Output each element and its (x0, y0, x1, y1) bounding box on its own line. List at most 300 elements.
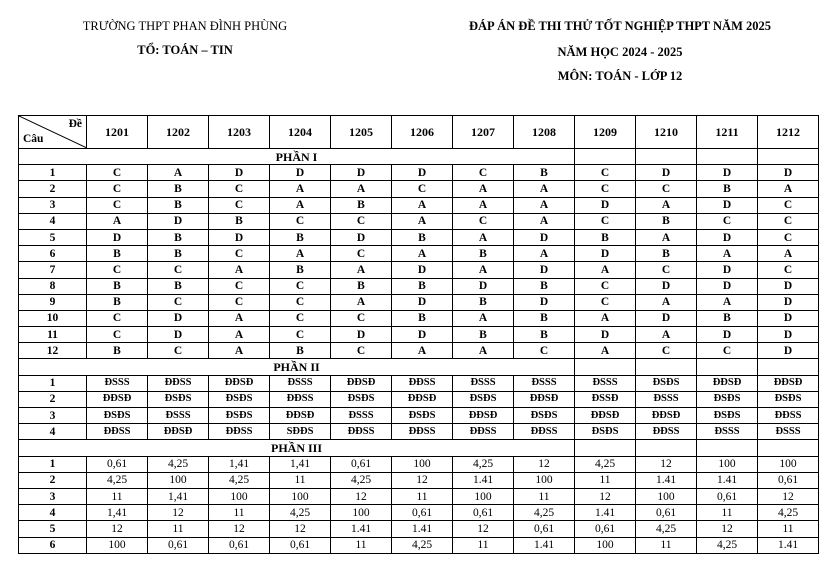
answer-key-table (18, 115, 819, 554)
answer-cell: B (636, 246, 697, 262)
answer-cell: B (87, 343, 148, 359)
answer-cell: B (453, 246, 514, 262)
answer-cell: A (209, 310, 270, 326)
answer-cell: B (514, 327, 575, 343)
answer-cell: ĐSĐS (331, 391, 392, 407)
question-number: 10 (19, 310, 87, 326)
answer-cell: ĐĐSS (87, 424, 148, 440)
answer-cell: D (697, 327, 758, 343)
question-number: 5 (19, 521, 87, 537)
answer-cell: ĐSĐS (697, 391, 758, 407)
answer-cell: B (392, 229, 453, 245)
answer-cell: 0,61 (148, 537, 209, 553)
answer-cell: 4,25 (270, 505, 331, 521)
answer-cell: B (270, 343, 331, 359)
answer-cell: D (514, 229, 575, 245)
answer-cell: D (636, 310, 697, 326)
header-row (19, 116, 819, 149)
answer-cell: ĐĐSĐ (758, 375, 819, 391)
answer-cell: 0,61 (575, 521, 636, 537)
answer-cell: ĐĐSĐ (209, 375, 270, 391)
exam-code-header: 1209 (575, 116, 636, 149)
answer-row (19, 197, 819, 213)
department-name: TỔ: TOÁN – TIN (137, 43, 233, 57)
empty-cell (575, 440, 636, 456)
question-number: 1 (19, 375, 87, 391)
answer-row (19, 165, 819, 181)
section-label: PHẦN I (19, 149, 575, 165)
answer-cell: A (331, 181, 392, 197)
answer-cell: A (209, 327, 270, 343)
answer-cell: 12 (453, 521, 514, 537)
corner-question-label: Câu (23, 133, 44, 145)
answer-cell: 12 (209, 521, 270, 537)
answer-cell: 11 (697, 505, 758, 521)
question-number: 3 (19, 488, 87, 504)
answer-cell: A (270, 197, 331, 213)
answer-cell: C (453, 213, 514, 229)
question-number: 1 (19, 165, 87, 181)
answer-cell: D (514, 262, 575, 278)
answer-cell: A (453, 229, 514, 245)
answer-cell: 0,61 (87, 456, 148, 472)
answer-cell: A (270, 181, 331, 197)
corner-exam-label: Đề (68, 118, 82, 130)
answer-cell: C (331, 343, 392, 359)
answer-cell: D (575, 246, 636, 262)
answer-cell: 4,25 (575, 456, 636, 472)
answer-cell: C (87, 262, 148, 278)
section-row (19, 149, 819, 165)
answer-cell: 12 (758, 488, 819, 504)
answer-cell: D (392, 262, 453, 278)
answer-cell: C (697, 213, 758, 229)
answer-cell: A (697, 246, 758, 262)
answer-cell: 100 (514, 472, 575, 488)
answer-cell: C (148, 343, 209, 359)
answer-cell: ĐĐSĐ (270, 408, 331, 424)
answer-cell: A (331, 262, 392, 278)
answer-cell: B (392, 310, 453, 326)
answer-cell: 12 (636, 456, 697, 472)
answer-cell: 12 (270, 521, 331, 537)
answer-cell: 1.41 (636, 472, 697, 488)
answer-cell: A (514, 246, 575, 262)
answer-cell: 12 (392, 472, 453, 488)
answer-cell: 4,25 (87, 472, 148, 488)
answer-cell: A (453, 310, 514, 326)
empty-cell (758, 149, 819, 165)
answer-cell: ĐĐSS (453, 424, 514, 440)
exam-code-header: 1202 (148, 116, 209, 149)
answer-cell: B (331, 278, 392, 294)
answer-cell: C (148, 262, 209, 278)
answer-cell: B (392, 278, 453, 294)
answer-cell: 11 (270, 472, 331, 488)
answer-cell: ĐĐSĐ (575, 408, 636, 424)
answer-cell: ĐĐSS (636, 424, 697, 440)
answer-cell: C (87, 197, 148, 213)
answer-cell: 0,61 (209, 537, 270, 553)
answer-cell: ĐSĐS (209, 391, 270, 407)
answer-cell: 0,61 (636, 505, 697, 521)
answer-cell: ĐSSĐ (575, 391, 636, 407)
answer-cell: 4,25 (148, 456, 209, 472)
exam-code-header: 1207 (453, 116, 514, 149)
answer-cell: A (758, 246, 819, 262)
answer-row (19, 343, 819, 359)
answer-cell: 11 (758, 521, 819, 537)
answer-cell: ĐĐSS (392, 375, 453, 391)
answer-cell: C (148, 294, 209, 310)
answer-cell: ĐĐSĐ (697, 375, 758, 391)
exam-code-header: 1208 (514, 116, 575, 149)
answer-cell: D (209, 229, 270, 245)
answer-cell: ĐĐSS (270, 391, 331, 407)
answer-cell: ĐĐSĐ (636, 408, 697, 424)
exam-code-header: 1203 (209, 116, 270, 149)
question-number: 4 (19, 213, 87, 229)
answer-cell: B (636, 213, 697, 229)
section-row (19, 359, 819, 375)
answer-cell: 11 (209, 505, 270, 521)
school-name: TRƯỜNG THPT PHAN ĐÌNH PHÙNG (82, 19, 288, 33)
answer-cell: C (209, 278, 270, 294)
answer-cell: SĐĐS (270, 424, 331, 440)
answer-cell: B (87, 294, 148, 310)
answer-cell: D (758, 310, 819, 326)
answer-cell: 100 (575, 537, 636, 553)
answer-cell: 11 (148, 521, 209, 537)
answer-cell: ĐSSS (453, 375, 514, 391)
empty-cell (758, 440, 819, 456)
answer-cell: B (148, 181, 209, 197)
answer-cell: 0,61 (697, 488, 758, 504)
answer-cell: B (453, 327, 514, 343)
answer-cell: 4,25 (209, 472, 270, 488)
answer-cell: C (453, 165, 514, 181)
answer-cell: ĐĐSS (758, 408, 819, 424)
answer-cell: C (270, 278, 331, 294)
answer-cell: B (270, 262, 331, 278)
answer-cell: D (148, 327, 209, 343)
answer-cell: ĐSĐS (697, 408, 758, 424)
answer-cell: 100 (697, 456, 758, 472)
answer-cell: A (392, 343, 453, 359)
answer-cell: C (209, 246, 270, 262)
answer-row (19, 521, 819, 537)
answer-cell: C (331, 213, 392, 229)
answer-row (19, 181, 819, 197)
answer-cell: D (148, 213, 209, 229)
answer-cell: D (758, 327, 819, 343)
answer-cell: C (331, 310, 392, 326)
answer-cell: C (636, 262, 697, 278)
answer-cell: A (636, 197, 697, 213)
question-number: 2 (19, 181, 87, 197)
answer-cell: A (697, 294, 758, 310)
answer-cell: D (758, 165, 819, 181)
answer-cell: 100 (392, 456, 453, 472)
answer-cell: 100 (758, 456, 819, 472)
exam-code-header: 1210 (636, 116, 697, 149)
answer-row (19, 472, 819, 488)
answer-cell: 12 (514, 456, 575, 472)
question-number: 6 (19, 246, 87, 262)
answer-cell: B (148, 197, 209, 213)
answer-cell: B (148, 246, 209, 262)
answer-cell: C (209, 197, 270, 213)
answer-cell: D (697, 165, 758, 181)
empty-cell (636, 440, 697, 456)
document-title: ĐÁP ÁN ĐỀ THI THỬ TỐT NGHIỆP THPT NĂM 2025 (468, 19, 772, 33)
answer-cell: ĐĐSS (514, 424, 575, 440)
answer-cell: A (758, 181, 819, 197)
answer-cell: B (697, 310, 758, 326)
answer-cell: B (209, 213, 270, 229)
empty-cell (697, 359, 758, 375)
answer-cell: 11 (392, 488, 453, 504)
answer-cell: D (331, 327, 392, 343)
answer-cell: 1.41 (392, 521, 453, 537)
answer-cell: 100 (148, 472, 209, 488)
answer-cell: 4,25 (758, 505, 819, 521)
answer-cell: A (575, 343, 636, 359)
answer-cell: 1.41 (453, 472, 514, 488)
answer-cell: A (392, 246, 453, 262)
answer-cell: 1,41 (148, 488, 209, 504)
answer-cell: A (514, 181, 575, 197)
subject-line: MÔN: TOÁN - LỚP 12 (557, 69, 683, 83)
answer-cell: ĐĐSĐ (87, 391, 148, 407)
answer-cell: D (453, 278, 514, 294)
answer-cell: ĐSĐS (758, 391, 819, 407)
answer-cell: B (331, 197, 392, 213)
exam-code-header: 1201 (87, 116, 148, 149)
empty-cell (758, 359, 819, 375)
answer-cell: D (575, 327, 636, 343)
section-row (19, 440, 819, 456)
question-number: 8 (19, 278, 87, 294)
answer-cell: D (697, 197, 758, 213)
answer-cell: C (758, 262, 819, 278)
answer-row (19, 456, 819, 472)
answer-cell: C (514, 343, 575, 359)
answer-cell: D (575, 197, 636, 213)
answer-cell: C (87, 181, 148, 197)
exam-code-header: 1204 (270, 116, 331, 149)
answer-cell: ĐSSS (758, 424, 819, 440)
answer-row (19, 294, 819, 310)
answer-cell: C (209, 181, 270, 197)
answer-cell: 11 (514, 488, 575, 504)
answer-cell: A (636, 294, 697, 310)
answer-cell: A (453, 343, 514, 359)
answer-row (19, 246, 819, 262)
answer-cell: 0,61 (331, 456, 392, 472)
answer-cell: D (270, 165, 331, 181)
answer-row (19, 505, 819, 521)
exam-code-header: 1211 (697, 116, 758, 149)
section-label: PHẦN II (19, 359, 575, 375)
question-number: 2 (19, 391, 87, 407)
answer-row (19, 424, 819, 440)
answer-cell: C (209, 294, 270, 310)
question-number: 4 (19, 505, 87, 521)
answer-cell: D (758, 278, 819, 294)
answer-cell: 0,61 (514, 521, 575, 537)
answer-cell: ĐSĐS (514, 408, 575, 424)
answer-cell: ĐĐSĐ (331, 375, 392, 391)
answer-cell: ĐSSS (514, 375, 575, 391)
answer-cell: B (87, 246, 148, 262)
answer-cell: B (148, 229, 209, 245)
answer-row (19, 278, 819, 294)
answer-cell: C (758, 229, 819, 245)
answer-cell: 1.41 (331, 521, 392, 537)
answer-cell: C (270, 327, 331, 343)
answer-cell: A (453, 181, 514, 197)
answer-cell: C (87, 327, 148, 343)
answer-cell: 1.41 (697, 472, 758, 488)
answer-cell: C (392, 181, 453, 197)
exam-code-header: 1206 (392, 116, 453, 149)
answer-cell: B (148, 278, 209, 294)
answer-row (19, 375, 819, 391)
answer-cell: B (575, 229, 636, 245)
answer-cell: A (209, 262, 270, 278)
answer-cell: ĐĐSS (209, 424, 270, 440)
answer-cell: ĐSSS (697, 424, 758, 440)
answer-cell: 1,41 (209, 456, 270, 472)
answer-cell: ĐĐSS (331, 424, 392, 440)
answer-cell: 11 (453, 537, 514, 553)
answer-cell: 1,41 (87, 505, 148, 521)
answer-cell: D (87, 229, 148, 245)
answer-cell: D (697, 262, 758, 278)
answer-cell: D (148, 310, 209, 326)
answer-cell: A (87, 213, 148, 229)
answer-cell: A (575, 310, 636, 326)
answer-row (19, 310, 819, 326)
answer-cell: ĐSĐS (392, 408, 453, 424)
answer-row (19, 327, 819, 343)
answer-cell: C (758, 213, 819, 229)
answer-cell: 100 (331, 505, 392, 521)
answer-cell: ĐSĐS (209, 408, 270, 424)
answer-cell: A (453, 197, 514, 213)
question-number: 9 (19, 294, 87, 310)
answer-cell: B (514, 278, 575, 294)
answer-cell: A (331, 294, 392, 310)
empty-cell (697, 149, 758, 165)
answer-cell: ĐSĐS (575, 424, 636, 440)
answer-cell: ĐĐSĐ (514, 391, 575, 407)
answer-cell: C (575, 181, 636, 197)
answer-cell: 4,25 (392, 537, 453, 553)
answer-cell: B (453, 294, 514, 310)
answer-cell: 100 (87, 537, 148, 553)
answer-cell: 11 (575, 472, 636, 488)
answer-cell: A (148, 165, 209, 181)
exam-code-header: 1205 (331, 116, 392, 149)
answer-cell: 1,41 (270, 456, 331, 472)
answer-cell: D (514, 294, 575, 310)
answer-cell: A (514, 213, 575, 229)
answer-cell: D (209, 165, 270, 181)
answer-cell: 12 (331, 488, 392, 504)
answer-cell: 0,61 (392, 505, 453, 521)
corner-cell (19, 116, 87, 149)
answer-cell: A (270, 246, 331, 262)
answer-cell: 4,25 (331, 472, 392, 488)
answer-cell: 12 (575, 488, 636, 504)
question-number: 2 (19, 472, 87, 488)
answer-cell: 11 (87, 488, 148, 504)
answer-cell: A (636, 229, 697, 245)
question-number: 4 (19, 424, 87, 440)
question-number: 5 (19, 229, 87, 245)
answer-cell: 100 (270, 488, 331, 504)
answer-cell: ĐSĐS (87, 408, 148, 424)
answer-cell: C (758, 197, 819, 213)
answer-cell: A (453, 262, 514, 278)
answer-cell: B (514, 165, 575, 181)
answer-cell: C (87, 165, 148, 181)
answer-cell: ĐSSS (636, 391, 697, 407)
answer-cell: ĐSĐS (453, 391, 514, 407)
answer-cell: ĐĐSS (148, 375, 209, 391)
answer-cell: 0,61 (270, 537, 331, 553)
answer-cell: ĐSSS (575, 375, 636, 391)
answer-cell: D (697, 278, 758, 294)
answer-row (19, 408, 819, 424)
question-number: 7 (19, 262, 87, 278)
answer-cell: C (636, 343, 697, 359)
answer-cell: 1.41 (514, 537, 575, 553)
answer-cell: B (514, 310, 575, 326)
answer-row (19, 262, 819, 278)
answer-cell: ĐSSS (270, 375, 331, 391)
question-number: 12 (19, 343, 87, 359)
answer-cell: C (575, 278, 636, 294)
answer-cell: B (697, 181, 758, 197)
answer-cell: ĐSSS (331, 408, 392, 424)
answer-cell: D (331, 229, 392, 245)
answer-row (19, 537, 819, 553)
answer-cell: B (270, 229, 331, 245)
answer-cell: C (270, 310, 331, 326)
answer-cell: A (209, 343, 270, 359)
answer-cell: ĐĐSĐ (148, 424, 209, 440)
answer-cell: D (331, 165, 392, 181)
empty-cell (575, 359, 636, 375)
question-number: 6 (19, 537, 87, 553)
question-number: 11 (19, 327, 87, 343)
answer-cell: 0,61 (758, 472, 819, 488)
answer-cell: D (636, 278, 697, 294)
answer-cell: D (758, 294, 819, 310)
answer-cell: ĐĐSS (392, 424, 453, 440)
answer-row (19, 488, 819, 504)
answer-cell: 12 (87, 521, 148, 537)
school-year: NĂM HỌC 2024 - 2025 (557, 45, 683, 59)
answer-cell: C (575, 165, 636, 181)
section-label: PHẦN III (19, 440, 575, 456)
answer-row (19, 213, 819, 229)
answer-cell: 4,25 (697, 537, 758, 553)
answer-cell: D (392, 165, 453, 181)
